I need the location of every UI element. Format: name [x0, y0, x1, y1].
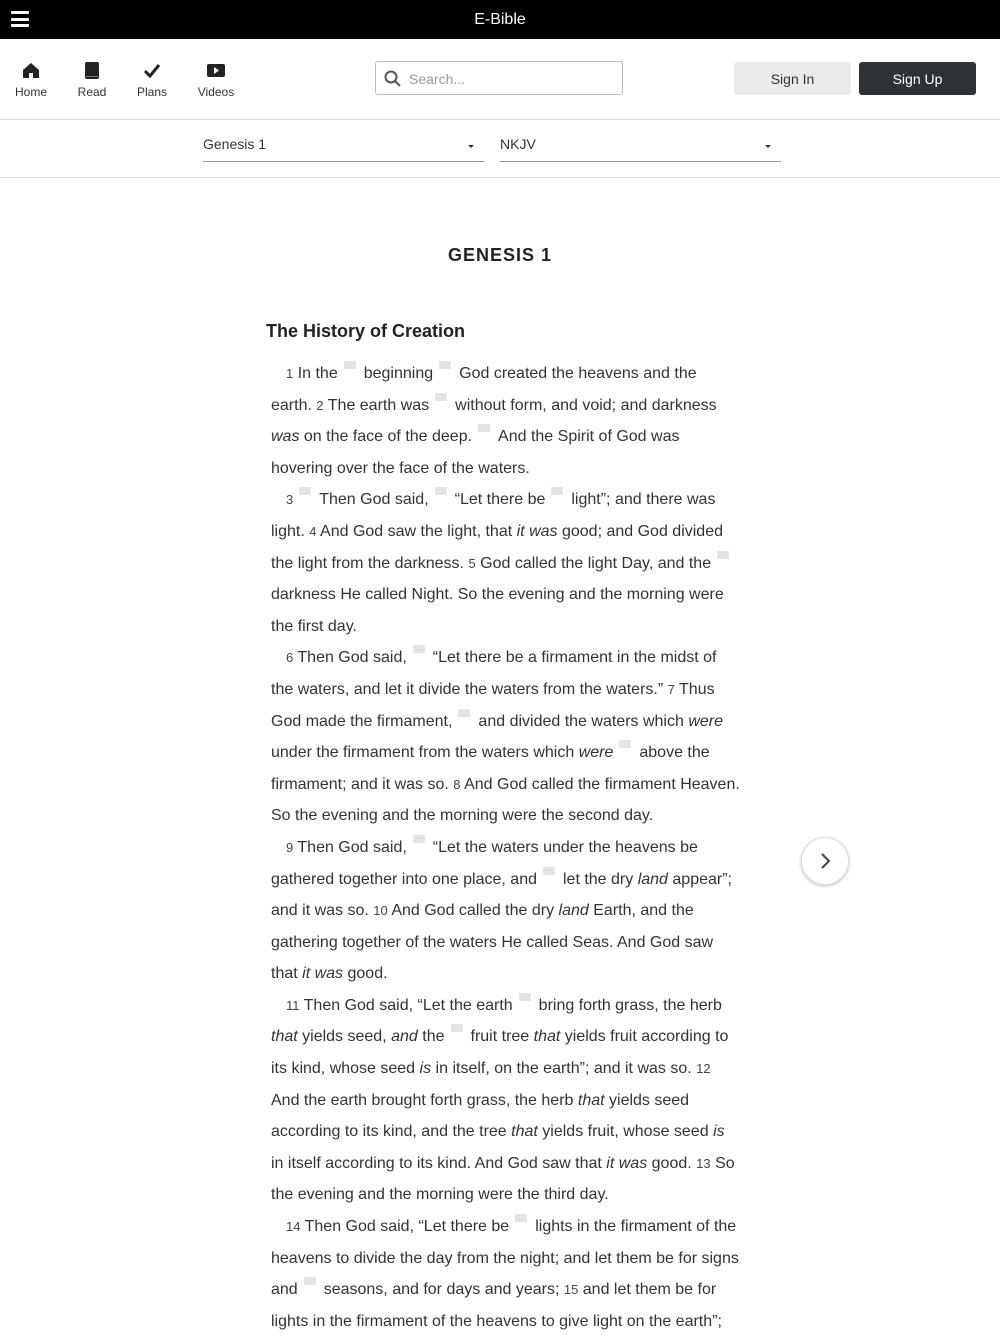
- footnote-icon[interactable]: [458, 709, 470, 717]
- footnote-icon[interactable]: [413, 835, 425, 843]
- verse-text: God called the light Day, and the: [480, 554, 712, 572]
- footnote-icon[interactable]: [515, 1214, 527, 1222]
- chapter-text: [271, 358, 741, 1337]
- verse-text: and let them be for lights in the firmament of the heavens to give light on the earth”;: [271, 1281, 722, 1330]
- next-chapter-button[interactable]: [801, 837, 849, 885]
- footnote-icon[interactable]: [344, 361, 356, 369]
- verse-text: Then God said,: [297, 649, 407, 667]
- verse-italic: that: [577, 1091, 605, 1109]
- verse-number: 4: [309, 523, 317, 539]
- search-box: [375, 61, 623, 95]
- paragraph: [271, 1211, 741, 1337]
- verse-text: God created the heavens and the earth.: [271, 365, 697, 414]
- footnote-icon[interactable]: [451, 1024, 463, 1032]
- home-icon: [22, 62, 40, 79]
- verse-text: under the firmament from the waters which: [271, 744, 575, 762]
- chevron-right-icon: [819, 852, 831, 870]
- app-title: E-Bible: [474, 10, 526, 28]
- footnote-icon[interactable]: [435, 393, 447, 401]
- section-heading: The History of Creation: [266, 321, 466, 341]
- verse-italic: land: [558, 902, 589, 920]
- verse-italic: it was: [516, 522, 558, 540]
- nav-home-label: Home: [14, 85, 47, 99]
- footnote-icon[interactable]: [304, 1277, 316, 1285]
- verse-text: lights in the firmament of the heavens to divide the day from the night; and let them be for signs and: [271, 1218, 739, 1299]
- verse-number: 11: [286, 997, 300, 1013]
- caret-down-icon: [468, 145, 474, 148]
- nav-videos[interactable]: [186, 62, 246, 99]
- nav-videos-label: Videos: [197, 85, 235, 99]
- paragraph: [271, 484, 741, 642]
- verse-number: 12: [696, 1061, 711, 1077]
- verse-text: And God saw the light, that: [320, 522, 513, 540]
- verse-italic: and: [391, 1028, 418, 1046]
- search-icon: [384, 70, 401, 87]
- paragraph: [271, 642, 741, 832]
- verse-text: yields fruit according to its kind, whose seed: [271, 1028, 729, 1078]
- sign-in-button[interactable]: Sign In: [734, 62, 851, 95]
- footnote-icon[interactable]: [439, 361, 451, 369]
- verse-number: 7: [667, 681, 675, 697]
- main-navigation: [0, 39, 1000, 120]
- verse-number: 3: [286, 492, 294, 508]
- verse-text: fruit tree: [470, 1028, 530, 1046]
- verse-number: 2: [316, 397, 324, 413]
- verse-text: in itself according to its kind. And God saw that: [271, 1154, 602, 1172]
- verse-number: 8: [453, 776, 461, 792]
- verse-text: in itself, on the earth”; and it was so.: [435, 1060, 692, 1078]
- verse-number: 13: [696, 1155, 711, 1171]
- verse-text: In the: [297, 365, 338, 382]
- verse-text: good.: [347, 965, 388, 983]
- verse-text: on the face of the deep.: [303, 428, 473, 446]
- footnote-icon[interactable]: [519, 993, 531, 1001]
- chapter-title: GENESIS 1: [447, 245, 553, 265]
- nav-read[interactable]: [62, 62, 122, 99]
- verse-italic: is: [713, 1123, 725, 1141]
- verse-text: Then God said,: [297, 838, 407, 856]
- verse-number: 1: [286, 366, 294, 381]
- footnote-icon[interactable]: [619, 740, 631, 748]
- top-bar: [0, 0, 1000, 39]
- verse-text: And the earth brought forth grass, the herb: [271, 1091, 574, 1109]
- footnote-icon[interactable]: [551, 487, 563, 495]
- verse-number: 10: [373, 903, 388, 919]
- video-play-icon: [207, 62, 225, 79]
- version-select[interactable]: [500, 133, 781, 162]
- footnote-icon[interactable]: [543, 867, 555, 875]
- verse-text: yields seed according to its kind, and the tree: [271, 1091, 690, 1141]
- verse-number: 6: [286, 650, 294, 666]
- chapter-select[interactable]: [203, 133, 484, 162]
- verse-italic: were: [578, 744, 614, 762]
- verse-italic: land: [637, 870, 668, 888]
- verse-number: 9: [286, 839, 294, 855]
- version-select-value: NKJV: [500, 136, 536, 152]
- caret-down-icon: [765, 145, 771, 148]
- verse-text: Earth, and the gathering together of the waters He called Seas. And God saw that: [271, 902, 714, 983]
- verse-text: yields seed,: [302, 1028, 387, 1046]
- verse-italic: were: [688, 712, 724, 730]
- verse-text: above the firmament; and it was so.: [271, 744, 710, 793]
- verse-italic: that: [533, 1028, 561, 1046]
- chapter-select-value: Genesis 1: [203, 136, 267, 152]
- verse-text: light”; and there was light.: [271, 491, 716, 540]
- verse-text: without form, and void; and darkness: [455, 396, 717, 414]
- paragraph: [271, 832, 741, 990]
- verse-italic: that: [511, 1123, 538, 1141]
- verse-italic: it was: [606, 1154, 648, 1172]
- verse-text: yields fruit, whose seed: [542, 1123, 709, 1141]
- verse-text: And the Spirit of God was hovering over the face of the waters.: [271, 428, 680, 477]
- paragraph: [271, 990, 741, 1211]
- verse-number: 15: [563, 1282, 579, 1298]
- nav-home[interactable]: [1, 62, 61, 99]
- search-input[interactable]: [407, 62, 616, 96]
- book-icon: [83, 62, 101, 79]
- footnote-icon[interactable]: [413, 645, 425, 653]
- verse-text: So the evening and the morning were the third day.: [271, 1154, 735, 1204]
- verse-text: The earth was: [327, 396, 430, 414]
- verse-text: Then God said, “Let there be: [304, 1218, 510, 1236]
- footnote-icon[interactable]: [478, 424, 490, 432]
- verse-number: 14: [286, 1219, 301, 1235]
- nav-plans-label: Plans: [136, 85, 168, 99]
- verse-text: good; and God divided the light from the darkness.: [271, 522, 723, 572]
- verse-italic: is: [419, 1060, 432, 1078]
- verse-text: “Let there be a firmament in the midst of the waters, and let it divide the waters from the waters.”: [271, 649, 717, 698]
- hamburger-menu-icon[interactable]: [11, 11, 29, 27]
- verse-text: good.: [651, 1154, 692, 1172]
- verse-text: And God called the firmament Heaven. So the evening and the morning were the second day.: [271, 775, 740, 825]
- verse-text: Then God said,: [319, 491, 429, 509]
- verse-text: bring forth grass, the herb: [538, 996, 722, 1014]
- verse-italic: that: [271, 1028, 298, 1046]
- verse-text: and divided the waters which: [478, 712, 684, 730]
- verse-text: Then God said, “Let the earth: [303, 996, 513, 1014]
- footnote-icon[interactable]: [717, 551, 729, 559]
- verse-text: Thus God made the firmament,: [271, 680, 715, 730]
- verse-text: let the dry: [562, 870, 634, 888]
- verse-text: seasons, and for days and years;: [323, 1281, 560, 1299]
- sign-up-button[interactable]: Sign Up: [859, 62, 976, 95]
- footnote-icon[interactable]: [299, 487, 311, 495]
- verse-number: 5: [468, 555, 476, 571]
- verse-text: “Let the waters under the heavens be gathered together into one place, and: [271, 838, 698, 888]
- verse-text: “Let there be: [454, 491, 546, 509]
- paragraph: [271, 358, 741, 484]
- verse-text: the: [422, 1028, 445, 1046]
- verse-italic: was: [271, 428, 300, 446]
- verse-text: beginning: [363, 365, 434, 382]
- verse-text: And God called the dry: [391, 902, 555, 920]
- selector-bar: [0, 120, 1000, 178]
- nav-read-label: Read: [77, 85, 107, 99]
- nav-plans[interactable]: [122, 62, 182, 99]
- checkmark-icon: [143, 62, 161, 79]
- footnote-icon[interactable]: [435, 487, 447, 495]
- verse-text: appear”; and it was so.: [271, 870, 732, 920]
- verse-text: darkness He called Night. So the evening and the morning were the first day.: [271, 586, 724, 635]
- verse-italic: it was: [302, 965, 344, 983]
